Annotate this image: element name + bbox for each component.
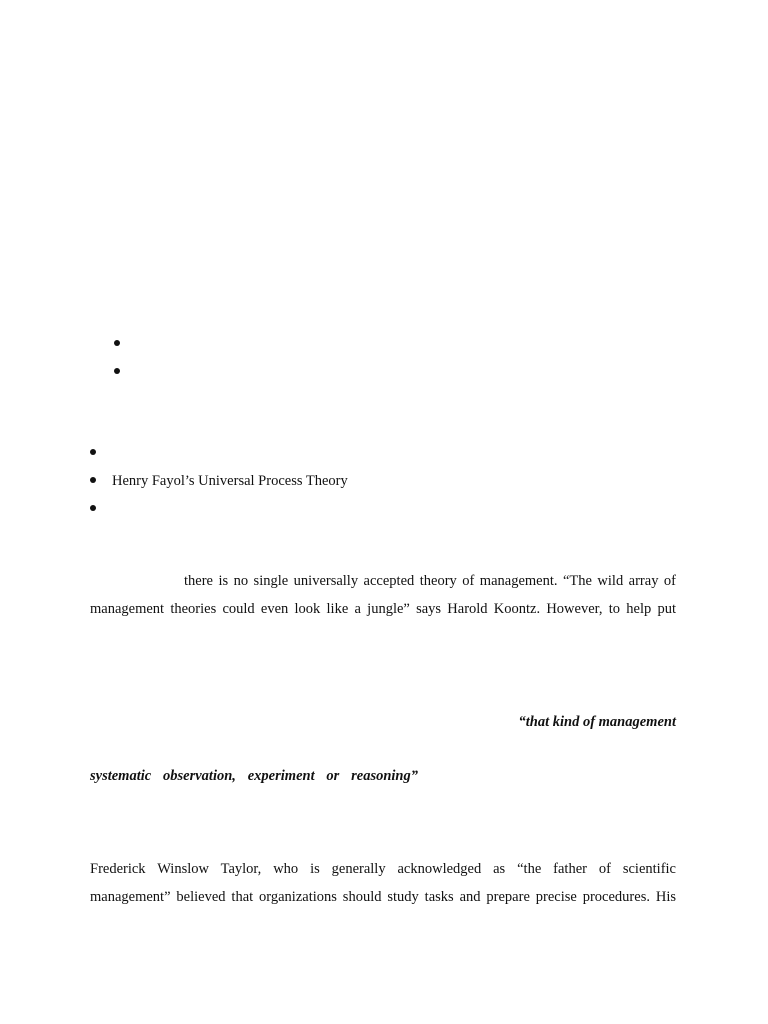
paragraph-line: Frederick Winslow Taylor, who is generally acknowledged as “the father of scientific (90, 861, 676, 877)
bullet-icon (90, 505, 96, 511)
paragraph-line: management theories could even look like a jungle” says Harold Koontz. However, to help put (90, 601, 676, 617)
paragraph-line: management” believed that organizations should study tasks and prepare precise procedures. His (90, 889, 676, 905)
quote-line: “that kind of management (518, 714, 676, 730)
bullet-icon (114, 368, 120, 374)
list-item-text: Henry Fayol’s Universal Process Theory (112, 473, 348, 489)
paragraph-line: there is no single universally accepted theory of management. “The wild array of (184, 573, 676, 589)
bullet-icon (90, 449, 96, 455)
bullet-icon (90, 477, 96, 483)
bullet-icon (114, 340, 120, 346)
quote-line: systematic observation, experiment or reasoning” (90, 768, 418, 784)
